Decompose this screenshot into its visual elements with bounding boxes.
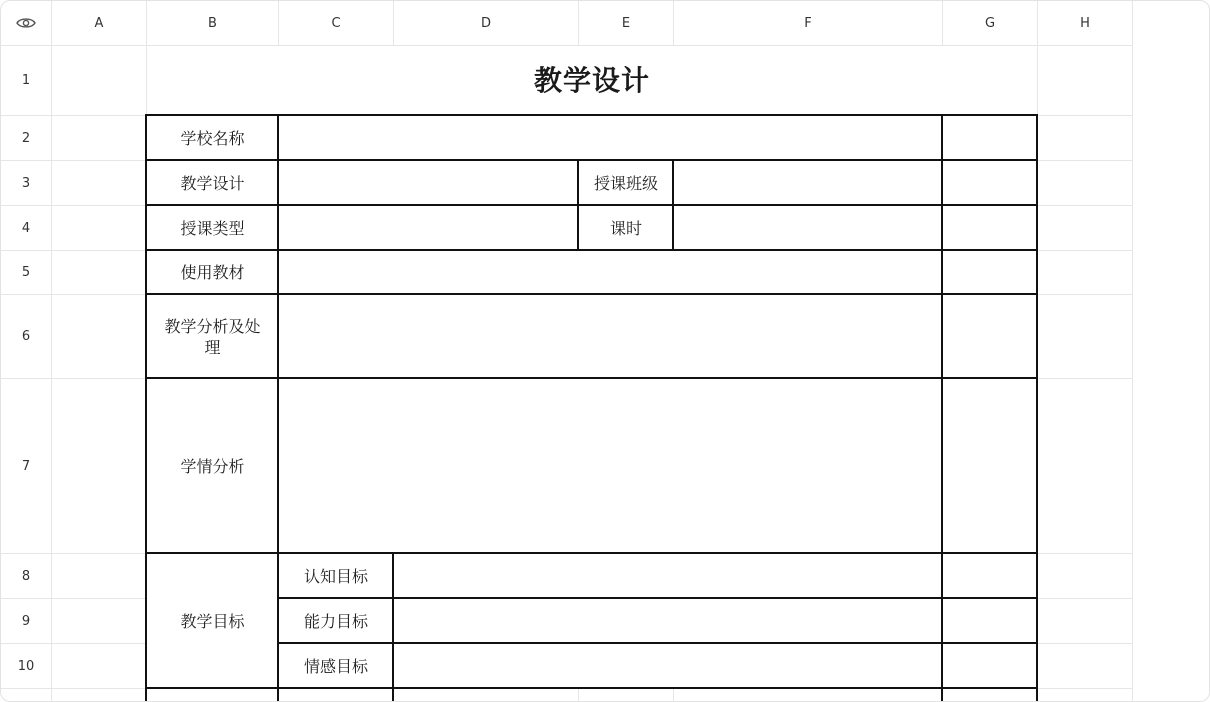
visibility-toggle[interactable] [1, 1, 51, 45]
row-header-1[interactable]: 1 [21, 73, 31, 88]
eye-icon [16, 16, 36, 30]
merged-learner-value-area [279, 379, 942, 553]
cognitive-label-cell[interactable]: 认知目标 [303, 566, 368, 586]
merged-ability-value-area [394, 599, 942, 643]
column-header-a[interactable]: A [94, 15, 104, 31]
row-header-6[interactable]: 6 [21, 329, 31, 344]
merged-emotion-value-area [394, 644, 942, 688]
merged-type-value-area [279, 206, 578, 250]
table-border [577, 159, 579, 251]
table-border [1036, 114, 1038, 702]
table-border [392, 552, 394, 702]
row-header-4[interactable]: 4 [21, 220, 31, 236]
row-header-3[interactable]: 3 [21, 175, 31, 191]
school-name-label-cell[interactable]: 学校名称 [180, 128, 245, 148]
row-header-9[interactable]: 9 [21, 613, 31, 629]
row-header-8[interactable]: 8 [21, 568, 31, 584]
gridline [1132, 1, 1133, 702]
gridline [51, 1, 52, 702]
column-header-e[interactable]: E [621, 15, 631, 31]
table-border [277, 114, 279, 702]
design-label-cell[interactable]: 教学设计 [180, 173, 245, 193]
class-label-cell[interactable]: 授课班级 [593, 173, 658, 193]
merged-textbook-value-area [279, 251, 942, 294]
ability-label-cell[interactable]: 能力目标 [303, 611, 368, 631]
table-border [146, 114, 1038, 116]
column-header-g[interactable]: G [984, 15, 996, 31]
column-header-c[interactable]: C [331, 15, 341, 31]
analysis-label-cell[interactable]: 教学分析及处理 [164, 316, 261, 357]
table-border [146, 552, 1038, 554]
table-border [146, 377, 1038, 379]
table-border [146, 687, 1038, 689]
type-label-cell[interactable]: 授课类型 [180, 218, 245, 238]
merged-design-value-area [279, 161, 578, 205]
table-border [941, 114, 943, 702]
column-header-b[interactable]: B [208, 15, 217, 31]
learner-label-cell[interactable]: 学情分析 [180, 456, 245, 476]
objectives-label-cell[interactable]: 教学目标 [180, 611, 245, 631]
merged-cognitive-value-area [394, 554, 942, 598]
hours-label-cell[interactable]: 课时 [609, 218, 642, 238]
row-header-7[interactable]: 7 [21, 458, 31, 474]
column-header-d[interactable]: D [480, 15, 491, 31]
row-header-10[interactable]: 10 [17, 658, 35, 674]
textbook-label-cell[interactable]: 使用教材 [180, 263, 245, 282]
row-header-2[interactable]: 2 [21, 130, 31, 146]
table-border [146, 204, 1038, 206]
sheet-title: 教学设计 [533, 64, 650, 97]
column-header-h[interactable]: H [1080, 15, 1090, 31]
merged-analysis-value-area [279, 295, 942, 378]
table-border [146, 249, 1038, 251]
merged-school-value-area [279, 116, 942, 160]
emotion-label-cell[interactable]: 情感目标 [303, 656, 368, 676]
column-header-f[interactable]: F [804, 15, 812, 31]
table-border [672, 159, 674, 251]
table-border [146, 159, 1038, 161]
title-cell[interactable] [147, 46, 1037, 115]
row-header-5[interactable]: 5 [21, 265, 31, 280]
table-border [146, 293, 1038, 295]
table-border [145, 114, 147, 702]
